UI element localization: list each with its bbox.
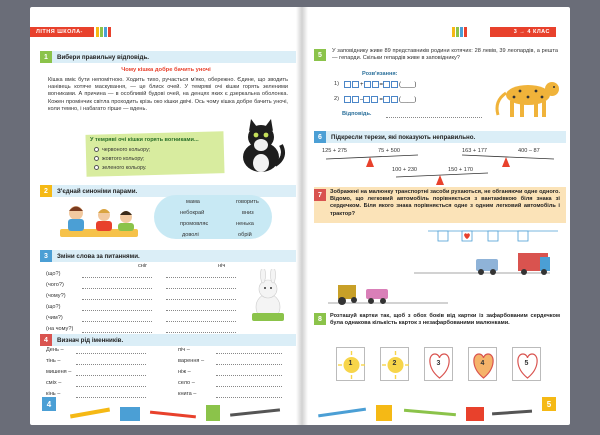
word: промовляє <box>180 221 209 227</box>
task-number: 8 <box>314 313 326 325</box>
page-number: 4 <box>42 397 56 411</box>
children-reading-image <box>54 199 144 243</box>
answer-line[interactable] <box>216 364 282 365</box>
card-number: 2 <box>392 360 397 367</box>
answer-label: Відповідь. <box>342 111 372 117</box>
task-title: Підкресли терези, які показують неправильно. <box>331 133 476 141</box>
answer-line[interactable] <box>76 386 146 387</box>
radio-circle[interactable] <box>94 156 99 161</box>
scale-left: 163 + 177 <box>462 148 488 154</box>
noun-label: варення – <box>178 358 205 364</box>
answer-line[interactable] <box>216 375 282 376</box>
solution-row-2[interactable]: – = (____) <box>344 96 416 103</box>
card-heart-3[interactable] <box>424 347 453 381</box>
card-number: 4 <box>480 360 485 367</box>
noun-label: піч – <box>178 347 190 353</box>
card-number: 5 <box>524 360 529 367</box>
task-number: 7 <box>314 189 326 201</box>
task-3-header <box>40 250 296 262</box>
noun-label: сміх – <box>46 380 62 386</box>
answer-line[interactable] <box>166 288 236 289</box>
word: небокрай <box>180 210 205 216</box>
task-title: Зміни слова за питаннями. <box>57 252 140 260</box>
card-sun-1[interactable] <box>336 347 365 381</box>
radio-circle[interactable] <box>94 147 99 152</box>
answer-line[interactable] <box>76 364 146 365</box>
answer-line[interactable] <box>76 353 146 354</box>
cat-image <box>235 117 287 173</box>
header-word: ніч <box>218 263 226 269</box>
answer-line[interactable] <box>166 332 236 333</box>
answer-line[interactable] <box>76 375 146 376</box>
stationery-decoration <box>60 399 300 425</box>
page-number: 5 <box>542 397 556 411</box>
scale-right: 150 + 170 <box>448 167 474 173</box>
row-label: 1) <box>334 81 339 87</box>
scale-right: 400 – 87 <box>518 148 540 154</box>
answer-line[interactable] <box>216 386 282 387</box>
left-header-ribbon: ЛІТНЯ ШКОЛА-ГРА <box>30 27 94 37</box>
noun-label: село – <box>178 380 195 386</box>
card-sun-2[interactable] <box>380 347 409 381</box>
task-number: 2 <box>40 185 52 197</box>
answer-line[interactable] <box>82 277 152 278</box>
noun-label: кінь – <box>46 391 61 397</box>
noun-label: День – <box>46 347 64 353</box>
task-number: 4 <box>40 334 52 346</box>
task-number: 6 <box>314 131 326 143</box>
question-label: (на чому?) <box>46 326 74 332</box>
task-number: 1 <box>40 51 52 63</box>
radio-circle[interactable] <box>94 165 99 170</box>
answer-line[interactable] <box>166 310 236 311</box>
scale-left: 100 + 230 <box>392 167 418 173</box>
left-page <box>30 7 302 425</box>
answer-line[interactable] <box>216 353 282 354</box>
answer-line[interactable] <box>82 288 152 289</box>
noun-label: тінь – <box>46 358 61 364</box>
answer-line[interactable] <box>82 332 152 333</box>
word: мама <box>186 199 200 205</box>
scale-right: 75 + 500 <box>378 148 400 154</box>
task-title: З'єднай синоніми парами. <box>57 187 138 195</box>
question-text: У темряві очі кішки горять вогниками... <box>90 137 199 143</box>
task-6-header <box>314 131 566 143</box>
noun-label: книга – <box>178 391 197 397</box>
option-2[interactable]: жовтого кольору; <box>94 156 144 162</box>
stationery-decoration <box>312 399 540 425</box>
word: говорить <box>236 199 259 205</box>
story-title: Чому кішка добре бачить уночі <box>121 67 211 73</box>
option-1[interactable]: червоного кольору; <box>94 147 150 153</box>
task-1-header <box>40 51 296 63</box>
word: ненька <box>236 221 254 227</box>
card-number: 1 <box>348 360 353 367</box>
header-stripes <box>452 27 468 37</box>
bunny-image <box>248 269 288 321</box>
noun-label: ніж – <box>178 369 191 375</box>
solution-row-1[interactable]: + = (____) <box>344 81 416 88</box>
task-8-text: Розташуй картки так, щоб з обох боків від картки із зафарбованим сердечком була однакова кількість карток з незафарбованими малюнками. <box>330 313 560 327</box>
card-heart-5[interactable] <box>512 347 541 381</box>
task-5-text: У заповіднику живе 89 представників родини котячих: 28 левів, 39 леопардів, а решта — гепарди. Скільки гепардів живе в заповіднику? <box>332 48 558 62</box>
answer-line[interactable] <box>216 397 282 398</box>
task-7-text: Зображені на малюнку транспортні засоби рухаються, не обганяючи одне одного. Відомо, що легковий автомобіль порівняється з вантажівкою біля знака зі сердечком. Біля якого знака порівняється одне з одним легковий автомобіль і трактор? <box>330 189 560 217</box>
task-title: Визнач рід іменників. <box>57 336 124 344</box>
task-number: 5 <box>314 49 326 61</box>
word: доволі <box>182 232 199 238</box>
scale-left: 125 + 275 <box>322 148 348 154</box>
answer-line[interactable] <box>76 397 146 398</box>
answer-line[interactable] <box>166 299 236 300</box>
answer-line[interactable] <box>386 117 482 118</box>
word: вниз <box>242 210 254 216</box>
traffic-illustration <box>318 227 566 313</box>
option-3[interactable]: зеленого кольору. <box>94 165 147 171</box>
word: обрій <box>238 232 252 238</box>
question-label: (чим?) <box>46 315 63 321</box>
question-label: (що?) <box>46 271 61 277</box>
story-text: Кішка вміє бути непомітною. Ходить тихо, ручається м'яко, обережно. Єдине, що зводить нанівець котяче маскування, — це блиск очей. У темряві очі кішки горять зеленими вогниками. А причина — в особливій будові очей, на денцях яких є дзеркальна оболонка. Кожен промінчик світла проходить крізь око кішки двічі. Ось чому кішка добре бачить уночі, коли темно, і набагато гірше — вдень. <box>48 77 288 112</box>
solution-label: Розв'язання: <box>362 71 398 77</box>
right-page <box>302 7 570 425</box>
question-label: (що?) <box>46 304 61 310</box>
answer-line[interactable] <box>82 299 152 300</box>
question-label: (чому?) <box>46 293 66 299</box>
header-word: сніг <box>138 263 148 269</box>
cheetah-image <box>492 71 564 121</box>
card-heart-filled-4[interactable] <box>468 347 497 381</box>
task-4-header <box>40 334 296 346</box>
question-label: (чого?) <box>46 282 64 288</box>
card-number: 3 <box>436 360 441 367</box>
answer-line[interactable] <box>166 321 236 322</box>
right-header-ribbon: 3 → 4 КЛАС <box>490 27 556 37</box>
task-number: 3 <box>40 250 52 262</box>
row-label: 2) <box>334 96 339 102</box>
book-spine <box>296 7 308 425</box>
noun-label: мишеня – <box>46 369 72 375</box>
answer-line[interactable] <box>82 321 152 322</box>
answer-line[interactable] <box>166 277 236 278</box>
header-stripes <box>96 27 112 37</box>
task-title: Вибери правильну відповідь. <box>57 53 149 61</box>
answer-line[interactable] <box>82 310 152 311</box>
